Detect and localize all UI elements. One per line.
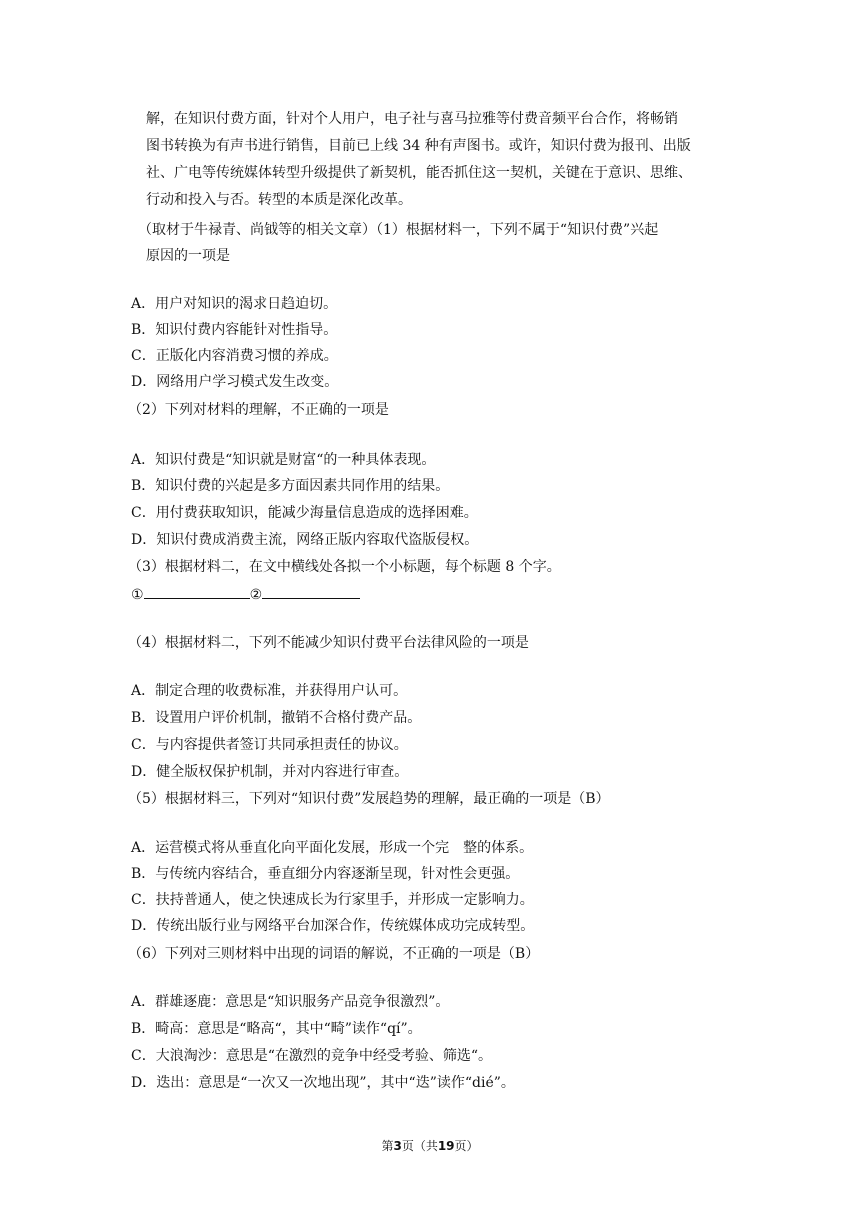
source-and-q1-stem: （取材于牛禄青、尚钺等的相关文章）（1）根据材料一，下列不属于“知识付费”兴起 (138, 222, 659, 238)
q2-option-a: A．知识付费是“知识就是财富“的一种具体表现。 (131, 452, 436, 468)
q1-stem-continued: 原因的一项是 (146, 248, 230, 264)
q5-option-c: C．扶持普通人，使之快速成长为行家里手，并形成一定影响力。 (131, 892, 534, 908)
blank-marker-1: ① (131, 587, 144, 603)
q4-option-d: D．健全版权保护机制，并对内容进行审查。 (131, 764, 409, 780)
q1-option-c: C．正版化内容消费习惯的养成。 (131, 348, 338, 364)
q2-option-b: B．知识付费的兴起是多方面因素共同作用的结果。 (131, 478, 450, 494)
footer-middle: 页（共 (401, 1139, 438, 1153)
total-pages: 19 (437, 1139, 455, 1153)
q4-stem: （4）根据材料二，下列不能减少知识付费平台法律风险的一项是 (128, 635, 529, 651)
q6-option-b: B．畸高：意思是“略高“，其中“畸”读作“qí”。 (131, 1021, 422, 1037)
q2-stem: （2）下列对材料的理解，不正确的一项是 (128, 402, 389, 418)
q1-option-b: B．知识付费内容能针对性指导。 (131, 322, 338, 338)
q3-stem: （3）根据材料二，在文中横线处各拟一个小标题，每个标题 8 个字。 (128, 559, 561, 575)
q1-option-a: A．用户对知识的渴求日趋迫切。 (131, 296, 338, 312)
q4-option-a: A．制定合理的收费标准，并获得用户认可。 (131, 683, 408, 699)
q2-option-d: D．知识付费成消费主流，网络正版内容取代盗版侵权。 (131, 532, 479, 548)
answer-blank-2[interactable] (262, 584, 360, 599)
current-page-number: 3 (393, 1139, 402, 1153)
q2-option-c: C．用付费获取知识，能减少海量信息造成的选择困难。 (131, 505, 478, 521)
q6-option-c: C．大浪淘沙：意思是“在激烈的竞争中经受考验、筛选“。 (131, 1048, 493, 1064)
q4-option-b: B．设置用户评价机制，撤销不合格付费产品。 (131, 710, 422, 726)
q5-option-a: A．运营模式将从垂直化向平面化发展，形成一个完 整的体系。 (131, 840, 534, 856)
intro-paragraph (146, 106, 736, 214)
intro-line: 行动和投入与否。转型的本质是深化改革。 (146, 192, 412, 208)
blank-marker-2: ② (249, 587, 263, 603)
q6-option-a: A．群雄逐鹿：意思是“知识服务产品竞争很激烈”。 (131, 994, 450, 1010)
q4-option-c: C．与内容提供者签订共同承担责任的协议。 (131, 737, 408, 753)
q5-stem: （5）根据材料三，下列对“知识付费”发展趋势的理解，最正确的一项是（B） (128, 791, 610, 807)
intro-line: 图书转换为有声书进行销售，目前已上线 34 种有声图书。或许，知识付费为报刊、出版 (146, 138, 691, 154)
q1-option-d: D．网络用户学习模式发生改变。 (131, 374, 339, 390)
footer-suffix: 页） (454, 1139, 479, 1153)
answer-blank-1[interactable] (144, 584, 250, 599)
q6-option-d: D．迭出：意思是“一次又一次地出现”，其中“迭”读作“dié”。 (131, 1075, 515, 1091)
intro-line: 解，在知识付费方面，针对个人用户，电子社与喜马拉雅等付费音频平台合作，将畅销 (146, 111, 678, 127)
q3-answer-blanks (131, 584, 360, 605)
q5-option-b: B．与传统内容结合，垂直细分内容逐渐呈现，针对性会更强。 (131, 866, 520, 882)
q6-stem: （6）下列对三则材料中出现的词语的解说，不正确的一项是（B） (128, 946, 540, 962)
footer-prefix: 第 (381, 1139, 394, 1153)
q5-option-d: D．传统出版行业与网络平台加深合作，传统媒体成功完成转型。 (131, 918, 535, 934)
intro-line: 社、广电等传统媒体转型升级提供了新契机，能否抓住这一契机，关键在于意识、思维、 (146, 165, 692, 181)
page-footer (0, 1136, 860, 1156)
